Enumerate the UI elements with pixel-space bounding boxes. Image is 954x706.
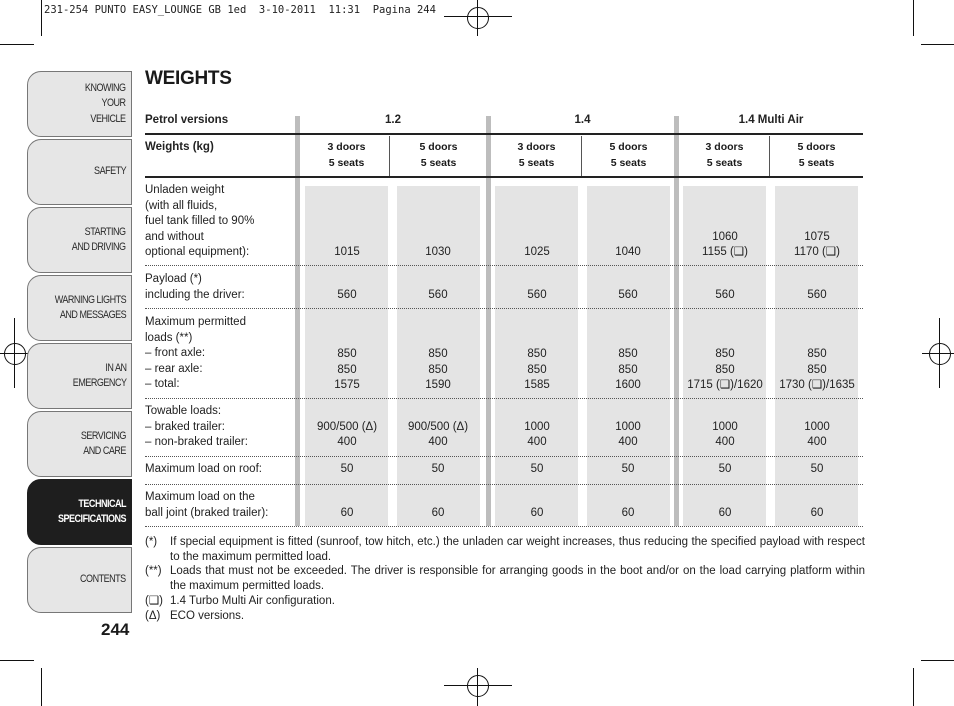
value-line: 1075: [804, 230, 830, 243]
subheader-col2: [397, 139, 480, 171]
tab-servicing-and-care[interactable]: [27, 411, 132, 477]
footnote-mark: (❑): [145, 595, 163, 607]
value-line: 560: [807, 288, 827, 301]
tab-contents[interactable]: [27, 547, 132, 613]
subheader-seats: 5 seats: [518, 157, 555, 169]
row-label-line: Payload (*): [145, 273, 202, 285]
footnote-mark: (Δ): [145, 610, 161, 622]
subheader-seats: 5 seats: [798, 157, 835, 169]
subheader-seats: 5 seats: [328, 157, 365, 169]
value-line: 850: [618, 363, 638, 376]
tab-starting-and-driving[interactable]: [27, 207, 132, 273]
value-line: 1730 (❑)/1635: [779, 379, 855, 391]
tab-label: SAFETY: [93, 165, 126, 178]
value-line: 560: [715, 288, 735, 301]
column-separator-thin: [389, 136, 390, 178]
subheader-col5: [683, 139, 766, 171]
value-cell: [762, 506, 872, 522]
value-line: 50: [530, 463, 544, 475]
crop-mark: [921, 660, 954, 661]
value-line: 1000: [712, 420, 738, 433]
row-label-line: – front axle:: [145, 347, 206, 359]
subheader-seats: 5 seats: [610, 157, 647, 169]
footnote-text: ECO versions.: [170, 610, 245, 622]
value-line: 50: [340, 463, 354, 475]
value-line: 850: [527, 348, 547, 360]
value-cell: [573, 245, 683, 261]
row-separator: [145, 456, 863, 457]
footnote-text: 1.4 Turbo Multi Air configuration.: [170, 595, 335, 607]
value-line: 850: [807, 348, 827, 360]
footnote: [145, 609, 865, 624]
value-line: 560: [428, 288, 448, 301]
value-line: 1590: [425, 379, 451, 391]
value-line: 1040: [615, 246, 641, 258]
tab-label: KNOWING YOUR VEHICLE: [85, 81, 126, 125]
value-line: 850: [618, 348, 638, 360]
tab-safety[interactable]: [27, 139, 132, 205]
value-cell: [573, 347, 683, 394]
value-line: 50: [810, 463, 824, 475]
subheader-doors: 5 doors: [609, 141, 648, 153]
row-label: [145, 404, 295, 451]
tab-label: STARTING AND DRIVING: [72, 225, 126, 253]
registration-mark: [467, 675, 489, 697]
row-label-line: and without: [145, 230, 204, 243]
value-line: 850: [715, 348, 735, 360]
value-cell: [762, 230, 872, 261]
tab-technical-specifications[interactable]: [27, 479, 132, 545]
value-cell: [573, 506, 683, 522]
value-line: 1170 (❑): [794, 246, 840, 258]
row-label-line: – rear axle:: [145, 362, 203, 375]
subheader-doors: 3 doors: [517, 141, 556, 153]
subheader-seats: 5 seats: [706, 157, 743, 169]
value-line: 1030: [425, 246, 451, 258]
value-cell: [762, 462, 872, 478]
value-line: 900/500 (Δ): [316, 420, 378, 433]
crop-mark: [0, 44, 34, 45]
subheader-doors: 3 doors: [705, 141, 744, 153]
value-line: 850: [807, 363, 827, 376]
value-cell: [383, 462, 493, 478]
subheader-seats: 5 seats: [420, 157, 457, 169]
row-label-line: Maximum load on the: [145, 491, 255, 503]
row-separator: [145, 484, 863, 485]
value-line: 850: [428, 363, 448, 376]
registration-mark: [929, 343, 951, 365]
crop-mark: [921, 44, 954, 45]
row-label-line: (with all fluids,: [145, 199, 218, 212]
header-petrol-versions: Petrol versions: [145, 114, 229, 126]
row-label-line: including the driver:: [145, 288, 245, 301]
value-line: 60: [530, 506, 544, 519]
row-label-line: loads (**): [145, 331, 193, 344]
value-line: 400: [618, 436, 638, 448]
footnote: [145, 594, 865, 609]
value-line: 60: [431, 506, 445, 519]
subheader-col6: [775, 139, 858, 171]
page-title: WEIGHTS: [145, 68, 232, 89]
value-cell: [573, 420, 683, 451]
value-line: 1000: [804, 420, 830, 433]
value-line: 850: [715, 363, 735, 376]
tab-label: TECHNICAL SPECIFICATIONS: [57, 497, 126, 525]
value-line: 50: [718, 463, 732, 475]
value-line: 560: [527, 288, 547, 301]
row-separator: [145, 308, 863, 309]
value-line: 1575: [334, 379, 360, 391]
value-cell: [573, 288, 683, 304]
value-line: 1600: [615, 379, 641, 391]
value-line: 400: [715, 436, 735, 448]
tab-label: WARNING LIGHTS AND MESSAGES: [54, 293, 126, 321]
value-line: 1025: [524, 246, 550, 258]
value-cell: [383, 506, 493, 522]
value-line: 1585: [524, 379, 550, 391]
footnote-text: If special equipment is fitted (sunroof, tow hitch, etc.) the unladen car weight increases, thus reducing the specified payload with respect to the maximum permitted load.: [170, 536, 865, 563]
row-label: [145, 315, 295, 393]
crop-mark: [41, 0, 42, 36]
row-label-line: Maximum permitted: [145, 316, 246, 328]
value-line: 50: [621, 463, 635, 475]
value-line: 850: [337, 363, 357, 376]
footnote-mark: (*): [145, 536, 158, 548]
tab-label: SERVICING AND CARE: [80, 429, 126, 457]
row-label-line: – braked trailer:: [145, 420, 225, 433]
value-cell: [762, 347, 872, 394]
registration-mark: [4, 343, 26, 365]
table-rule: [145, 133, 863, 135]
value-cell: [383, 347, 493, 394]
value-cell: [383, 420, 493, 451]
value-line: 1000: [524, 420, 550, 433]
value-line: 400: [527, 436, 547, 448]
engine-header: 1.4 Multi Air: [738, 114, 804, 126]
value-line: 1715 (❑)/1620: [687, 379, 763, 391]
crop-mark: [913, 0, 914, 36]
engine-header: 1.2: [385, 114, 401, 126]
print-header: 231-254 PUNTO EASY_LOUNGE GB 1ed 3-10-2011 11:31 Pagina 244: [44, 4, 436, 16]
value-line: 60: [718, 506, 732, 519]
tab-label: CONTENTS: [80, 573, 126, 586]
row-separator: [145, 526, 863, 527]
footnote: [145, 564, 865, 594]
row-label-line: optional equipment):: [145, 246, 250, 258]
column-separator-thin: [769, 136, 770, 178]
tab-knowing-your-vehicle[interactable]: [27, 71, 132, 137]
registration-mark: [467, 7, 489, 29]
value-line: 900/500 (Δ): [407, 420, 469, 433]
row-label-line: – total:: [145, 378, 180, 390]
subheader-doors: 5 doors: [797, 141, 836, 153]
tab-label: IN AN EMERGENCY: [72, 361, 126, 389]
row-label: [145, 183, 295, 261]
row-separator: [145, 398, 863, 399]
crop-mark: [0, 660, 34, 661]
row-label: [145, 490, 295, 521]
row-label-line: Towable loads:: [145, 405, 222, 417]
value-line: 560: [618, 288, 638, 301]
row-label-line: – non-braked trailer:: [145, 436, 248, 448]
value-cell: [383, 245, 493, 261]
crop-mark: [913, 668, 914, 706]
value-line: 60: [340, 506, 354, 519]
tab-warning-lights-and-messages[interactable]: [27, 275, 132, 341]
value-cell: [573, 462, 683, 478]
row-label-line: Maximum load on roof:: [145, 463, 262, 475]
row-label-line: Unladen weight: [145, 184, 225, 196]
column-separator-thin: [581, 136, 582, 178]
value-line: 1060: [712, 230, 738, 243]
footnote-text: Loads that must not be exceeded. The driver is responsible for arranging goods in the boot and/or on the load carrying platform within the maximum permitted loads.: [170, 565, 865, 592]
value-line: 1000: [615, 420, 641, 433]
subheader-col1: [305, 139, 388, 171]
value-line: 850: [428, 348, 448, 360]
value-cell: [383, 288, 493, 304]
row-label: [145, 462, 295, 478]
value-line: 560: [337, 288, 357, 301]
value-line: 1015: [334, 246, 360, 258]
footnote-mark: (**): [145, 565, 162, 577]
value-line: 400: [807, 436, 827, 448]
value-line: 60: [810, 506, 824, 519]
value-line: 1155 (❑): [702, 246, 748, 258]
subheader-doors: 3 doors: [327, 141, 366, 153]
row-label: [145, 272, 295, 303]
subheader-col3: [495, 139, 578, 171]
row-label-line: fuel tank filled to 90%: [145, 215, 255, 227]
value-line: 400: [337, 436, 357, 448]
value-cell: [762, 288, 872, 304]
page-number: 244: [101, 620, 130, 639]
value-line: 400: [428, 436, 448, 448]
row-label-line: ball joint (braked trailer):: [145, 506, 269, 519]
tab-in-an-emergency[interactable]: [27, 343, 132, 409]
value-line: 850: [337, 348, 357, 360]
crop-mark: [41, 668, 42, 706]
value-line: 850: [527, 363, 547, 376]
value-line: 60: [621, 506, 635, 519]
row-separator: [145, 265, 863, 266]
weights-label: Weights (kg): [145, 141, 214, 153]
value-cell: [762, 420, 872, 451]
subheader-col4: [587, 139, 670, 171]
subheader-doors: 5 doors: [419, 141, 458, 153]
table-rule: [145, 176, 863, 178]
engine-header: 1.4: [574, 114, 591, 126]
value-line: 50: [431, 463, 445, 475]
footnote: [145, 535, 865, 565]
